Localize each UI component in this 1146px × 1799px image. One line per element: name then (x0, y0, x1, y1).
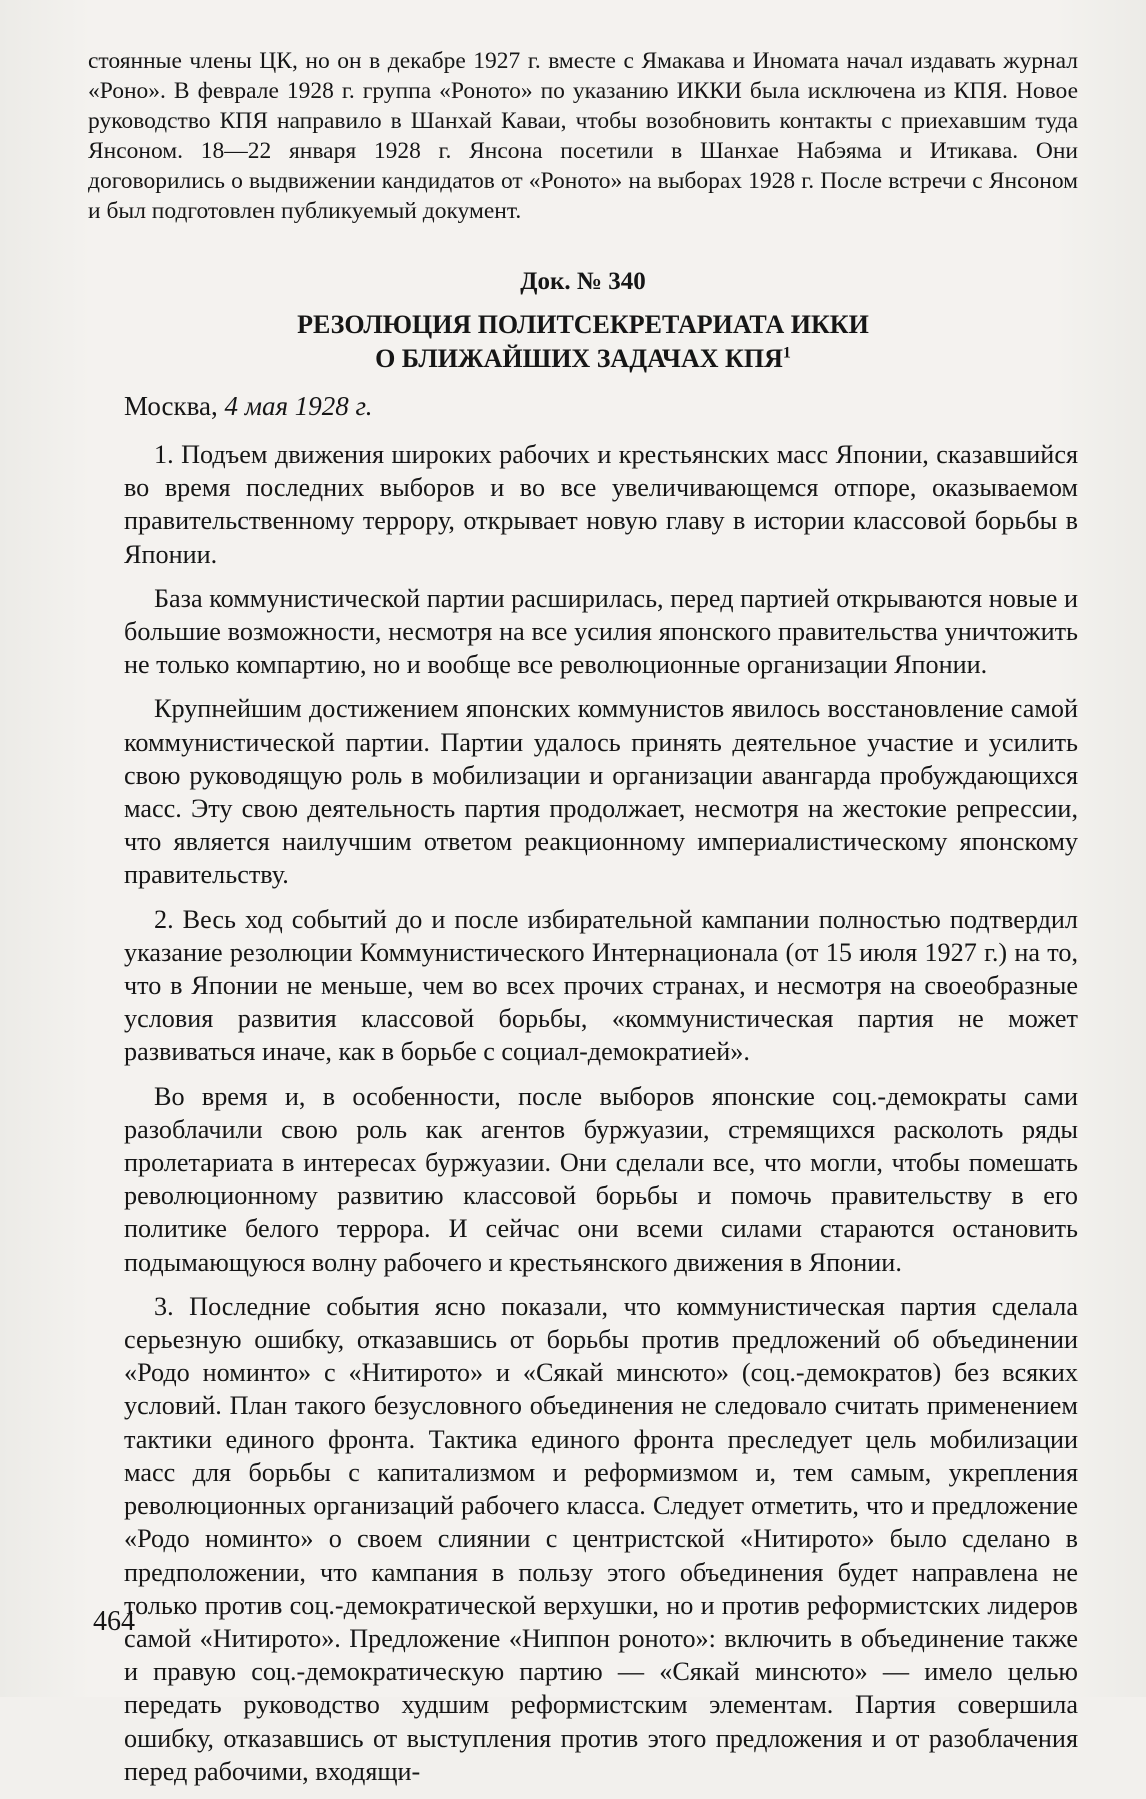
intro-paragraph: стоянные члены ЦК, но он в декабре 1927 г. вместе с Ямакава и Иномата начал издавать журнал «Роно». В феврале 1928 г. группа «Роното» по указанию ИККИ была исключена из КПЯ. Новое руководство КПЯ направило в Шанхай Каваи, чтобы возобновить контакты с приехавшим туда Янсоном. 18—22 января 1928 г. Янсона посетили в Шанхае Набэяма и Итикава. Они договорились о выдвижении кандидатов от «Роното» на выборах 1928 г. После встречи с Янсоном и был подготовлен публикуемый документ. (88, 48, 1078, 224)
page-number: 464 (93, 1606, 135, 1637)
body-paragraph: Крупнейшим достижением японских коммунистов явилось восстановление самой коммунистической партии. Партии удалось принять деятельное участие и усилить свою руководящую роль в мобилизации и организации авангарда пробуждающихся масс. Эту свою деятельность партия продолжает, несмотря на жестокие репрессии, что является наилучшим ответом реакционному империалистическому японскому правительству. (124, 694, 1078, 890)
footnote-mark: 1 (782, 344, 791, 362)
body-paragraph: База коммунистической партии расширилась, перед партией открываются новые и большие возможности, несмотря на все усилия японского правительства уничтожить не только компартию, но и вообще все революционные организации Японии. (124, 583, 1078, 680)
document-date: 4 мая 1928 г. (224, 391, 373, 421)
document-title-line-2: О БЛИЖАЙШИХ ЗАДАЧАХ КПЯ (375, 344, 783, 373)
place-date-line (124, 389, 372, 423)
document-number: Док. № 340 (520, 268, 646, 295)
document-title (88, 308, 1078, 376)
body-paragraph: 3. Последние события ясно показали, что коммунистическая партия сделала серьезную ошибку, отказавшись от борьбы против предложений об объединении «Родо номинто» с «Нитирото» и «Сякай минсюто» (соц.-демократов) без всяких условий. План такого безусловного объединения не следовало считать применением тактики единого фронта. Тактика единого фронта преследует цель мобилизации масс для борьбы с капитализмом и реформизмом и, тем самым, укрепления революционных организаций рабочего класса. Следует отметить, что и предложение «Родо номинто» о своем слиянии с центристской «Нитирото» было сделано в предположении, что кампания в пользу этого объединения будет направлена не только против соц.-демократической верхушки, но и против реформистских лидеров самой «Нитирото». Предложение «Ниппон роното»: включить в объединение также и правую соц.-демократическую партию — «Сякай минсюто» — имело целью передать руководство худшим реформистским элементам. Партия совершила ошибку, отказавшись от выступления против этого предложения и от разоблачения перед рабочими, входящи- (124, 1291, 1078, 1786)
body-paragraph: 1. Подъем движения широких рабочих и крестьянских масс Японии, сказавшийся во время последних выборов и во все увеличивающемся отпоре, оказываемом правительственному террору, открывает новую главу в истории классовой борьбы в Японии. (124, 440, 1078, 569)
document-header (88, 266, 1078, 376)
body-paragraph: Во время и, в особенности, после выборов японские соц.-демократы сами разоблачили свою роль как агентов буржуазии, стремящихся расколоть ряды пролетариата в интересах буржуазии. Они сделали все, что могли, чтобы помешать революционному развитию классовой борьбы и помочь правительству в его политике белого террора. И сейчас они всеми силами стараются остановить подымающуюся волну рабочего и крестьянского движения в Японии. (124, 1081, 1078, 1277)
document-place: Москва, (124, 391, 218, 421)
body-paragraph: 2. Весь ход событий до и после избирательной кампании полностью подтвердил указание резолюции Коммунистического Интернационала (от 15 июля 1927 г.) на то, что в Японии не меньше, чем во всех прочих странах, и несмотря на своеобразные условия развития классовой борьбы, «коммунистическая партия не может развиваться иначе, как в борьбе с социал-демократией». (124, 904, 1078, 1067)
document-body (124, 438, 1078, 1799)
intro-note (88, 46, 1078, 226)
document-title-line-1: РЕЗОЛЮЦИЯ ПОЛИТСЕКРЕТАРИАТА ИККИ (297, 310, 869, 339)
